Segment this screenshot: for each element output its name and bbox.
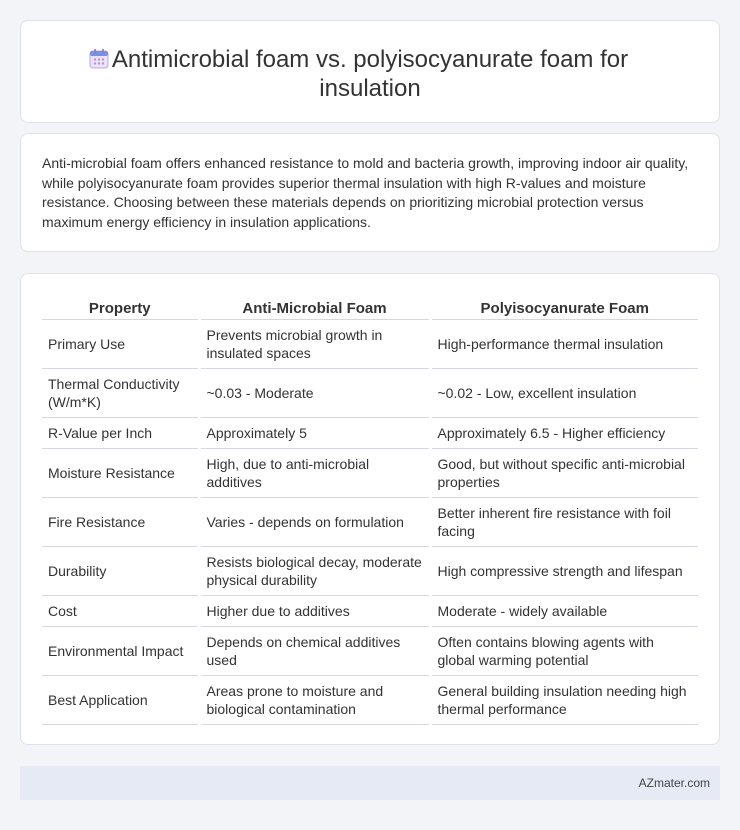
cell-polyiso: Moderate - widely available	[430, 595, 698, 626]
cell-polyiso: Often contains blowing agents with global warming potential	[430, 626, 698, 675]
table-row	[42, 368, 698, 417]
comparison-table	[42, 294, 698, 725]
cell-property: Best Application	[42, 675, 199, 724]
table-row	[42, 546, 698, 595]
header-anti-microbial: Anti-Microbial Foam	[199, 294, 430, 319]
footer-brand: AZmater.com	[638, 776, 710, 790]
cell-anti-microbial: Varies - depends on formulation	[199, 497, 430, 546]
table-row	[42, 417, 698, 448]
table-row	[42, 319, 698, 368]
cell-property: Fire Resistance	[42, 497, 199, 546]
table-row	[42, 595, 698, 626]
cell-polyiso: Approximately 6.5 - Higher efficiency	[430, 417, 698, 448]
cell-property: R-Value per Inch	[42, 417, 199, 448]
cell-polyiso: High-performance thermal insulation	[430, 319, 698, 368]
cell-property: Thermal Conductivity (W/m*K)	[42, 368, 199, 417]
cell-anti-microbial: Prevents microbial growth in insulated spaces	[199, 319, 430, 368]
cell-polyiso: General building insulation needing high thermal performance	[430, 675, 698, 724]
header-property: Property	[42, 294, 199, 319]
title-card	[20, 20, 720, 123]
cell-anti-microbial: ~0.03 - Moderate	[199, 368, 430, 417]
cell-property: Environmental Impact	[42, 626, 199, 675]
cell-anti-microbial: Depends on chemical additives used	[199, 626, 430, 675]
header-polyiso: Polyisocyanurate Foam	[430, 294, 698, 319]
table-row	[42, 448, 698, 497]
table-header-row	[42, 294, 698, 319]
table-row	[42, 675, 698, 724]
cell-anti-microbial: High, due to anti-microbial additives	[199, 448, 430, 497]
cell-polyiso: Better inherent fire resistance with foil facing	[430, 497, 698, 546]
cell-property: Durability	[42, 546, 199, 595]
footer-bar	[20, 766, 720, 800]
cell-polyiso: ~0.02 - Low, excellent insulation	[430, 368, 698, 417]
cell-anti-microbial: Resists biological decay, moderate physical durability	[199, 546, 430, 595]
cell-property: Moisture Resistance	[42, 448, 199, 497]
cell-anti-microbial: Approximately 5	[199, 417, 430, 448]
table-row	[42, 497, 698, 546]
cell-property: Primary Use	[42, 319, 199, 368]
table-row	[42, 626, 698, 675]
cell-anti-microbial: Areas prone to moisture and biological contamination	[199, 675, 430, 724]
cell-anti-microbial: Higher due to additives	[199, 595, 430, 626]
comparison-card	[20, 273, 720, 745]
cell-property: Cost	[42, 595, 199, 626]
description-text: Anti-microbial foam offers enhanced resistance to mold and bacteria growth, improving indoor air quality, while polyisocyanurate foam provides superior thermal insulation with high R-values and moisture resistance. Choosing between these materials depends on prioritizing microbial protection versus maximum energy efficiency in insulation applications.	[42, 155, 689, 230]
page-title: Antimicrobial foam vs. polyisocyanurate foam for insulation	[111, 46, 629, 102]
cell-polyiso: Good, but without specific anti-microbial properties	[430, 448, 698, 497]
description-card	[20, 133, 720, 252]
cell-polyiso: High compressive strength and lifespan	[430, 546, 698, 595]
